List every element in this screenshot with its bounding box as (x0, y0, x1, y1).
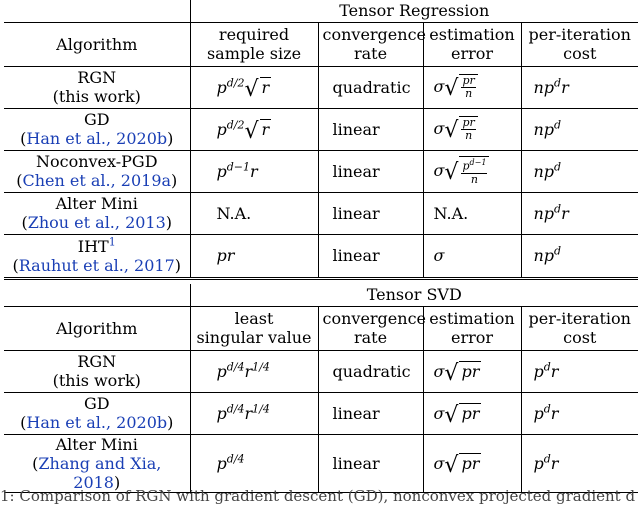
table-row (4, 108, 638, 150)
algorithm-cell: Noconvex-PGD (Chen et al., 2019a) (4, 150, 190, 192)
header-convergence-rate: convergence rate (318, 22, 423, 66)
error-cell: σ (423, 234, 521, 278)
empty-corner (4, 0, 190, 22)
tensor-svd-table (4, 284, 638, 493)
error-cell: σ√ $\frac{p^{d-1}}{n}$ (423, 150, 521, 192)
header-sample-size: required sample size (190, 22, 318, 66)
caption-text: 1: Comparison of RGN with gradient descent (GD), nonconvex projected gradient d (0, 487, 636, 505)
table-row (4, 350, 638, 392)
algorithm-cell: GD (Han et al., 2020b) (4, 108, 190, 150)
cost-cell: $np^d$ (521, 108, 638, 150)
table-row (4, 234, 638, 278)
error-cell: σ√ pr (423, 392, 521, 434)
citation-link[interactable]: Rauhut et al., 2017 (18, 255, 175, 275)
citation-link[interactable]: Han et al., 2020b (26, 413, 168, 432)
singular-value-cell: $p^{d/4}r^{1/4}$ (190, 350, 318, 392)
section-title-svd: Tensor SVD (190, 284, 638, 306)
empty-corner (4, 284, 190, 306)
error-cell: σ√ $\frac{pr}{n}$ (423, 66, 521, 108)
singular-value-cell: $p^{d/4}r^{1/4}$ (190, 392, 318, 434)
header-estimation-error: estimation error (423, 22, 521, 66)
rate-cell: quadratic (318, 66, 423, 108)
algorithm-cell: RGN (this work) (4, 350, 190, 392)
header-least-singular-value: least singular value (190, 306, 318, 350)
algorithm-cell: RGN (this work) (4, 66, 190, 108)
sample-size-cell: $p^{d/2}√$ r (190, 108, 318, 150)
rate-cell: linear (318, 108, 423, 150)
rate-cell: linear (318, 392, 423, 434)
cost-cell: $np^d$ (521, 150, 638, 192)
error-cell: N.A. (423, 192, 521, 234)
singular-value-cell: $p^{d/4}$ (190, 434, 318, 492)
rate-cell: linear (318, 192, 423, 234)
rate-cell: linear (318, 434, 423, 492)
error-cell: σ√ $\frac{pr}{n}$ (423, 108, 521, 150)
sample-size-cell: pr (190, 234, 318, 278)
table-row (4, 434, 638, 492)
rate-cell: linear (318, 150, 423, 192)
citation-link[interactable]: Zhou et al., 2013 (27, 213, 166, 232)
citation-link[interactable]: Zhang and Xia, 2018 (38, 453, 162, 492)
error-cell: σ√ pr (423, 434, 521, 492)
rate-cell: linear (318, 234, 423, 278)
algorithm-cell: GD (Han et al., 2020b) (4, 392, 190, 434)
sample-size-cell: $p^{d/2}√$ r (190, 66, 318, 108)
tensor-regression-table (4, 0, 638, 280)
footnote-marker[interactable]: 1 (108, 235, 116, 249)
sample-size-cell: N.A. (190, 192, 318, 234)
header-algorithm: Algorithm (4, 306, 190, 350)
citation-link[interactable]: Chen et al., 2019a (22, 171, 172, 190)
cost-cell: $p^dr$ (521, 350, 638, 392)
cost-cell: $p^dr$ (521, 434, 638, 492)
table-row (4, 150, 638, 192)
table-row (4, 66, 638, 108)
header-convergence-rate: convergence rate (318, 306, 423, 350)
algorithm-cell: IHT$^1$ (Rauhut et al., 2017) (4, 234, 190, 278)
citation-link[interactable]: Han et al., 2020b (26, 129, 168, 148)
cost-cell: $p^dr$ (521, 392, 638, 434)
rate-cell: quadratic (318, 350, 423, 392)
header-algorithm: Algorithm (4, 22, 190, 66)
table-row (4, 392, 638, 434)
cost-cell: $np^d$ (521, 234, 638, 278)
table-row (4, 192, 638, 234)
header-per-iteration-cost: per-iteration cost (521, 306, 638, 350)
algorithm-cell: Alter Mini (Zhou et al., 2013) (4, 192, 190, 234)
header-estimation-error: estimation error (423, 306, 521, 350)
algorithm-cell: Alter Mini (Zhang and Xia, 2018) (4, 434, 190, 492)
section-title-regression: Tensor Regression (190, 0, 638, 22)
cost-cell: $np^dr$ (521, 192, 638, 234)
error-cell: σ√ pr (423, 350, 521, 392)
sample-size-cell: $p^{d-1}r$ (190, 150, 318, 192)
cost-cell: $np^dr$ (521, 66, 638, 108)
header-per-iteration-cost: per-iteration cost (521, 22, 638, 66)
